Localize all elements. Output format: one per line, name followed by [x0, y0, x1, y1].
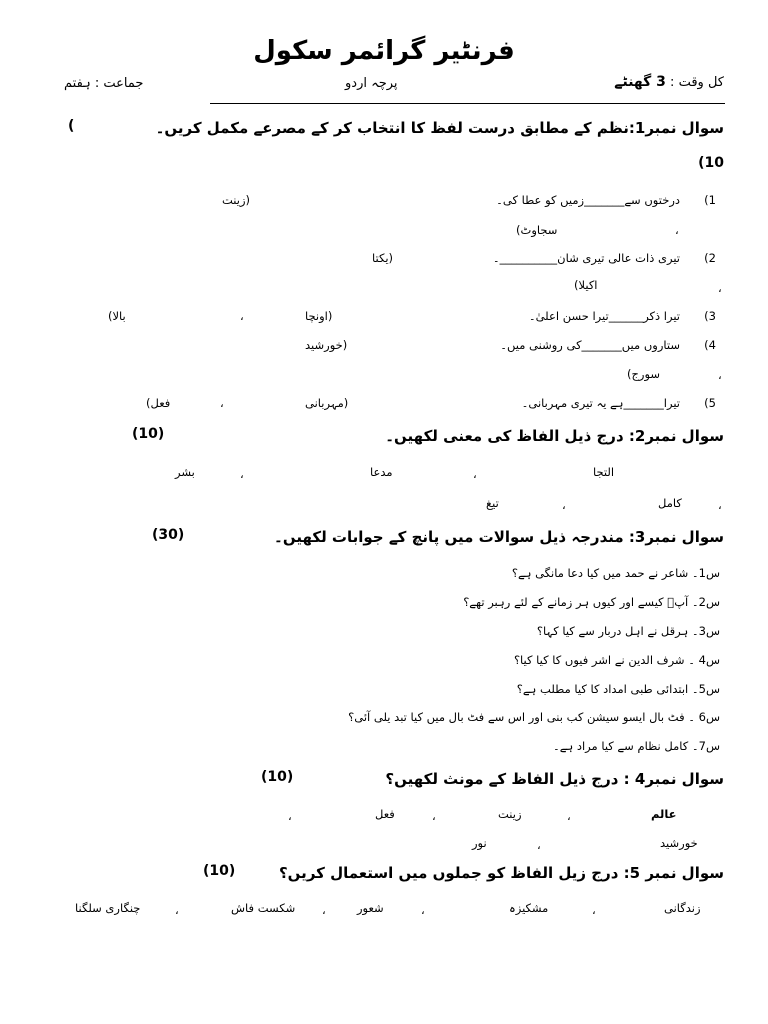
- q3-question: س2۔ آپؐ کیسے اور کیوں ہر زمانے کے لئے رہبر تھے؟: [463, 595, 720, 609]
- q1-option-sep: ،: [718, 368, 722, 382]
- q3-question: س1۔ شاعر نے حمد میں کیا دعا مانگی ہے؟: [511, 566, 720, 580]
- q3-question: س7۔ کامل نظام سے کیا مراد ہے۔: [552, 739, 720, 753]
- q2-word: تیغ: [486, 496, 499, 510]
- q1-option-sep: ،: [220, 396, 224, 410]
- q4-sep: ،: [432, 809, 436, 823]
- q1-item-text: ستاروں میں_______کی روشنی میں۔: [500, 338, 680, 352]
- q5-sep: ،: [592, 903, 596, 917]
- q4-word: خورشید: [660, 836, 698, 850]
- q3-heading: سوال نمبر3: مندرجہ ذیل سوالات میں پانچ کے جوابات لکھیں۔: [274, 528, 724, 546]
- q4-word: عالم: [651, 807, 677, 821]
- q1-option-sep: ،: [718, 281, 722, 295]
- q1-option: سورج): [627, 367, 661, 381]
- q5-marks: (10): [203, 863, 236, 879]
- q2-marks: (10): [132, 426, 165, 442]
- q2-word: مدعا: [370, 465, 393, 479]
- q2-heading: سوال نمبر2: درج ذیل الفاظ کی معنی لکھیں۔: [385, 427, 724, 445]
- q4-sep: ،: [288, 809, 292, 823]
- q3-question: س5۔ ابتدائی طبی امداد کا کیا مطلب ہے؟: [516, 682, 720, 696]
- q5-sep: ،: [421, 903, 425, 917]
- q5-heading: سوال نمبر 5: درج زیل الفاظ کو جملوں میں استعمال کریں؟: [278, 864, 724, 882]
- q4-word: نور: [472, 836, 487, 850]
- time-label: کل وقت :: [665, 75, 724, 90]
- q4-sep: ،: [537, 838, 541, 852]
- q5-word: مشکیزہ: [509, 901, 549, 915]
- q1-option: اکیلا): [574, 278, 598, 292]
- q5-word: شکست فاش: [231, 901, 296, 915]
- q4-word: فعل: [375, 807, 395, 821]
- total-time: [614, 74, 724, 90]
- q5-word: زندگانی: [664, 901, 701, 915]
- q1-item-text: تیری ذات عالی تیری شان__________۔: [492, 251, 680, 265]
- q2-word: بشر: [175, 465, 195, 479]
- q1-option: بالا): [108, 309, 126, 323]
- q2-sep: ،: [240, 467, 244, 481]
- q4-word: زینت: [498, 807, 522, 821]
- q1-item-num: 5): [704, 396, 716, 410]
- q1-item-num: 2): [704, 251, 716, 265]
- q3-question: س4 ۔ شرف الدین نے اشر فیوں کا کیا کیا؟: [513, 653, 720, 667]
- q1-option: (زینت: [222, 193, 251, 207]
- q1-option: (خورشید: [305, 338, 348, 352]
- school-name: فرنٹیر گرائمر سکول: [253, 36, 515, 66]
- class-label: جماعت : ہفتم: [64, 76, 144, 91]
- q2-sep: ،: [562, 498, 566, 512]
- q1-option: (مہربانی: [305, 396, 349, 410]
- q1-item-text: تیرا ذکر______تیرا حسن اعلیٰ۔: [528, 309, 680, 323]
- time-value: 3 گھنٹے: [614, 74, 666, 90]
- q5-word: شعور: [357, 901, 384, 915]
- q1-paren: (: [68, 118, 75, 134]
- q4-sep: ،: [567, 809, 571, 823]
- q1-option: سجاوٹ): [516, 223, 558, 237]
- q2-sep: ،: [718, 498, 722, 512]
- q4-heading: سوال نمبر4 : درج ذیل الفاظ کے مونث لکھیں؟: [385, 770, 724, 788]
- q1-option: (یکتا: [372, 251, 394, 265]
- q1-item-num: 3): [704, 309, 716, 323]
- q1-heading: سوال نمبر1:نظم کے مطابق درست لفظ کا انتخاب کر کے مصرعے مکمل کریں۔: [155, 119, 724, 137]
- header-divider: [210, 103, 725, 104]
- q1-option-sep: ،: [240, 309, 244, 323]
- q2-word: التجا: [593, 465, 615, 479]
- q1-option: فعل): [146, 396, 171, 410]
- q1-marks: (10: [698, 155, 724, 171]
- q2-word: کامل: [658, 496, 682, 510]
- q2-sep: ،: [473, 467, 477, 481]
- q3-marks: (30): [152, 527, 185, 543]
- q1-item-num: 1): [704, 193, 716, 207]
- q3-question: س3۔ ہرقل نے اہل دربار سے کیا کہا؟: [536, 624, 720, 638]
- q1-item-num: 4): [704, 338, 716, 352]
- q1-option-sep: ،: [675, 223, 679, 237]
- q5-word: چنگاری سلگنا: [75, 901, 141, 915]
- q4-marks: (10): [261, 769, 294, 785]
- q5-sep: ،: [322, 903, 326, 917]
- q1-option: (اونچا: [305, 309, 333, 323]
- q1-item-text: تیرا_______ہے یہ تیری مہربانی۔: [521, 396, 680, 410]
- q1-item-text: درختوں سے_______زمیں کو عطا کی۔: [496, 193, 680, 207]
- q3-question: س6 ۔ فٹ بال ایسو سیشن کب بنی اور اس سے فٹ بال میں کیا تبد یلی آئی؟: [348, 710, 720, 724]
- paper-subject: پرچہ اردو: [345, 76, 398, 91]
- q5-sep: ،: [175, 903, 179, 917]
